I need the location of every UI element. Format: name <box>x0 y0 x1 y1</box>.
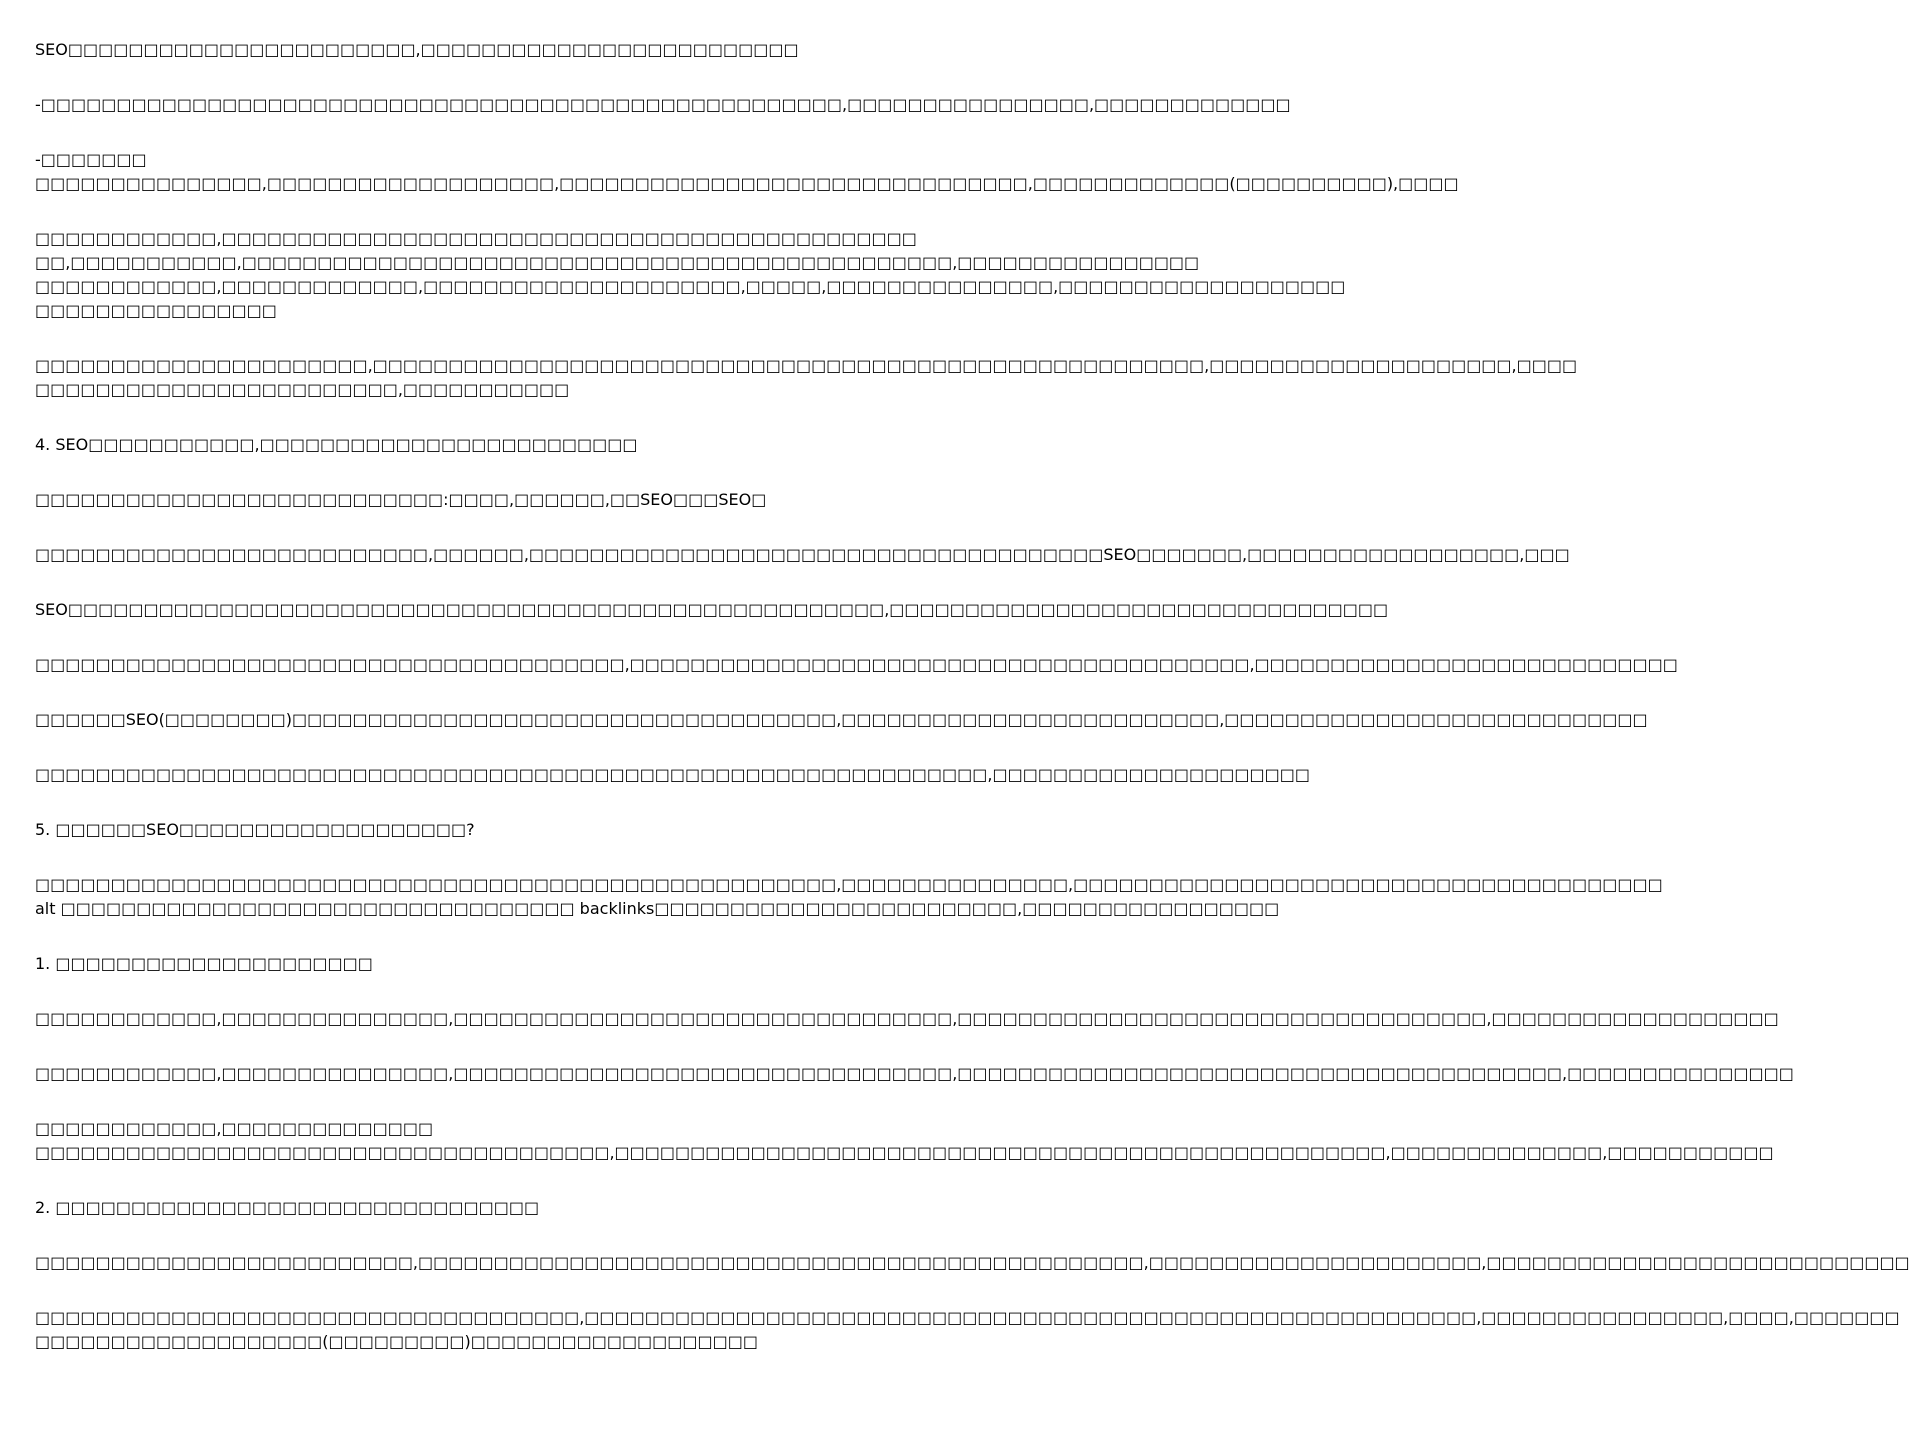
paragraph-line: -□□□□□□□ <box>35 150 147 169</box>
paragraph-line: □□□□□□□□□□□□,□□□□□□□□□□□□□□□,□□□□□□□□□□□□□□□□□□□□□□□□□□□□□□□□□,□□□□□□□□□□□□□□□□□□□□□□□□□□□□□□□□□□□□□□□□,□□□□□□□□□□□□□□□ <box>35 1064 1794 1083</box>
paragraph <box>35 763 1310 787</box>
paragraph <box>35 1251 1910 1275</box>
paragraph <box>35 227 1346 323</box>
paragraph <box>35 653 1678 677</box>
paragraph-line: □□□□□□□□□□□□□□□□□□□□□□□□□□□□□□□□□□□□□□,□□□□□□□□□□□□□□□□□□□□□□□□□□□□□□□□□□□□□□□□□□□□□□□□□□□,□□□□□□□□□□□□□□,□□□□□□□□□□□ <box>35 1143 1774 1162</box>
paragraph-line: □□□□□□□□□□□□□□□□□□□□□□□□□□□□□□□□□□□□□□□,□□□□□□□□□□□□□□□□□□□□□□□□□□□□□□□□□□□□□□□□□,□□□□□□□□□□□□□□□□□□□□□□□□□□□□ <box>35 655 1678 674</box>
paragraph-line: □□□□□□SEO(□□□□□□□□)□□□□□□□□□□□□□□□□□□□□□□□□□□□□□□□□□□□□,□□□□□□□□□□□□□□□□□□□□□□□□□,□□□□□□□□□□□□□□□□□□□□□□□□□□□□ <box>35 710 1648 729</box>
paragraph-line: 1. □□□□□□□□□□□□□□□□□□□□□ <box>35 954 373 973</box>
paragraph-line: SEO□□□□□□□□□□□□□□□□□□□□□□□□□□□□□□□□□□□□□□□□□□□□□□□□□□□□□□,□□□□□□□□□□□□□□□□□□□□□□□□□□□□□□□□□ <box>35 600 1389 619</box>
paragraph-line: □□□□□□□□□□□□□□□□□□□□□□□□□□□□□□□□□□□□,□□□□□□□□□□□□□□□□□□□□□□□□□□□□□□□□□□□□□□□□□□□□□□□□□□□□□□□□□□□,□□□□□□□□□□□□□□□□,□□□□,□□□□□□□ <box>35 1308 1900 1327</box>
paragraph-line: □□□□□□□□□□□□,□□□□□□□□□□□□□□□,□□□□□□□□□□□□□□□□□□□□□□□□□□□□□□□□□,□□□□□□□□□□□□□□□□□□□□□□□□□□□□□□□□□□□,□□□□□□□□□□□□□□□□□□□ <box>35 1009 1779 1028</box>
paragraph <box>35 93 1291 117</box>
paragraph <box>35 708 1648 732</box>
paragraph-line: □□□□□□□□□□□□□□□□ <box>35 301 277 320</box>
paragraph <box>35 598 1389 622</box>
paragraph-line: 4. SEO□□□□□□□□□□□,□□□□□□□□□□□□□□□□□□□□□□□□□ <box>35 435 638 454</box>
paragraph-line: □□□□□□□□□□□□,□□□□□□□□□□□□□□ <box>35 1119 434 1138</box>
paragraph-line: □□□□□□□□□□□□,□□□□□□□□□□□□□□□□□□□□□□□□□□□□□□□□□□□□□□□□□□□□□□ <box>35 229 917 248</box>
paragraph <box>35 1117 1774 1165</box>
paragraph <box>35 952 990 976</box>
paragraph <box>35 354 1578 402</box>
paragraph <box>35 148 1459 196</box>
paragraph-line: □□□□□□□□□□□□□□□□□□□□□□□□□□□□□□□□□□□□□□□□□□□□□□□□□□□□□□□□□□□□□□□,□□□□□□□□□□□□□□□□□□□□□ <box>35 765 1310 784</box>
paragraph <box>35 873 1663 921</box>
paragraph-line: 2. □□□□□□□□□□□□□□□□□□□□□□□□□□□□□□□□ <box>35 1198 540 1217</box>
paragraph-line: -□□□□□□□□□□□□□□□□□□□□□□□□□□□□□□□□□□□□□□□□□□□□□□□□□□□□□,□□□□□□□□□□□□□□□□,□□□□□□□□□□□□□ <box>35 95 1291 114</box>
paragraph <box>35 1196 990 1220</box>
paragraph-line: □□,□□□□□□□□□□□,□□□□□□□□□□□□□□□□□□□□□□□□□□□□□□□□□□□□□□□□□□□□□□□,□□□□□□□□□□□□□□□□ <box>35 253 1200 272</box>
paragraph-line: □□□□□□□□□□□□□□□□□□□□□□□□□□□□□□□□□□□□□□□□□□□□□□□□□□□□□,□□□□□□□□□□□□□□□,□□□□□□□□□□□□□□□□□□□□□□□□□□□□□□□□□□□□□□□ <box>35 875 1663 894</box>
paragraph <box>35 1007 1779 1031</box>
paragraph-line: □□□□□□□□□□□□□□□□□□□□□□□□,□□□□□□□□□□□ <box>35 380 570 399</box>
paragraph-line: SEO□□□□□□□□□□□□□□□□□□□□□□□,□□□□□□□□□□□□□□□□□□□□□□□□□ <box>35 40 799 59</box>
paragraph <box>35 433 990 457</box>
paragraph <box>35 488 990 512</box>
paragraph <box>35 543 1570 567</box>
document-body <box>35 38 1910 1385</box>
paragraph-line: 5. □□□□□□SEO□□□□□□□□□□□□□□□□□□□? <box>35 820 475 839</box>
paragraph-line: □□□□□□□□□□□□□□□□□□□□□□□□□,□□□□□□□□□□□□□□□□□□□□□□□□□□□□□□□□□□□□□□□□□□□□□□□□,□□□□□□□□□□□□□□□□□□□□□□,□□□□□□□□□□□□□□□□□□□□□□□□□□□□ <box>35 1253 1910 1272</box>
paragraph-line: □□□□□□□□□□□□,□□□□□□□□□□□□□,□□□□□□□□□□□□□□□□□□□□□,□□□□□,□□□□□□□□□□□□□□□,□□□□□□□□□□□□□□□□□□□ <box>35 277 1346 296</box>
paragraph-line: □□□□□□□□□□□□□□□,□□□□□□□□□□□□□□□□□□□,□□□□□□□□□□□□□□□□□□□□□□□□□□□□□□□,□□□□□□□□□□□□□(□□□□□□□□□□),□□□□ <box>35 174 1459 193</box>
paragraph-line: □□□□□□□□□□□□□□□□□□□(□□□□□□□□□)□□□□□□□□□□□□□□□□□□□ <box>35 1332 758 1351</box>
paragraph <box>35 38 990 62</box>
paragraph-line: □□□□□□□□□□□□□□□□□□□□□□,□□□□□□□□□□□□□□□□□□□□□□□□□□□□□□□□□□□□□□□□□□□□□□□□□□□□□□□,□□□□□□□□□□□□□□□□□□□□,□□□□ <box>35 356 1578 375</box>
paragraph-line: alt □□□□□□□□□□□□□□□□□□□□□□□□□□□□□□□□□□ backlinks□□□□□□□□□□□□□□□□□□□□□□□□,□□□□□□□□□□□□□□□□□ <box>35 899 1280 918</box>
paragraph <box>35 1306 1900 1354</box>
paragraph <box>35 1062 1794 1086</box>
paragraph <box>35 818 990 842</box>
paragraph-line: □□□□□□□□□□□□□□□□□□□□□□□□□□,□□□□□□,□□□□□□□□□□□□□□□□□□□□□□□□□□□□□□□□□□□□□□SEO□□□□□□□,□□□□□□□□□□□□□□□□□□,□□□ <box>35 545 1570 564</box>
paragraph-line: □□□□□□□□□□□□□□□□□□□□□□□□□□□:□□□□,□□□□□□,□□SEO□□□SEO□ <box>35 490 767 509</box>
